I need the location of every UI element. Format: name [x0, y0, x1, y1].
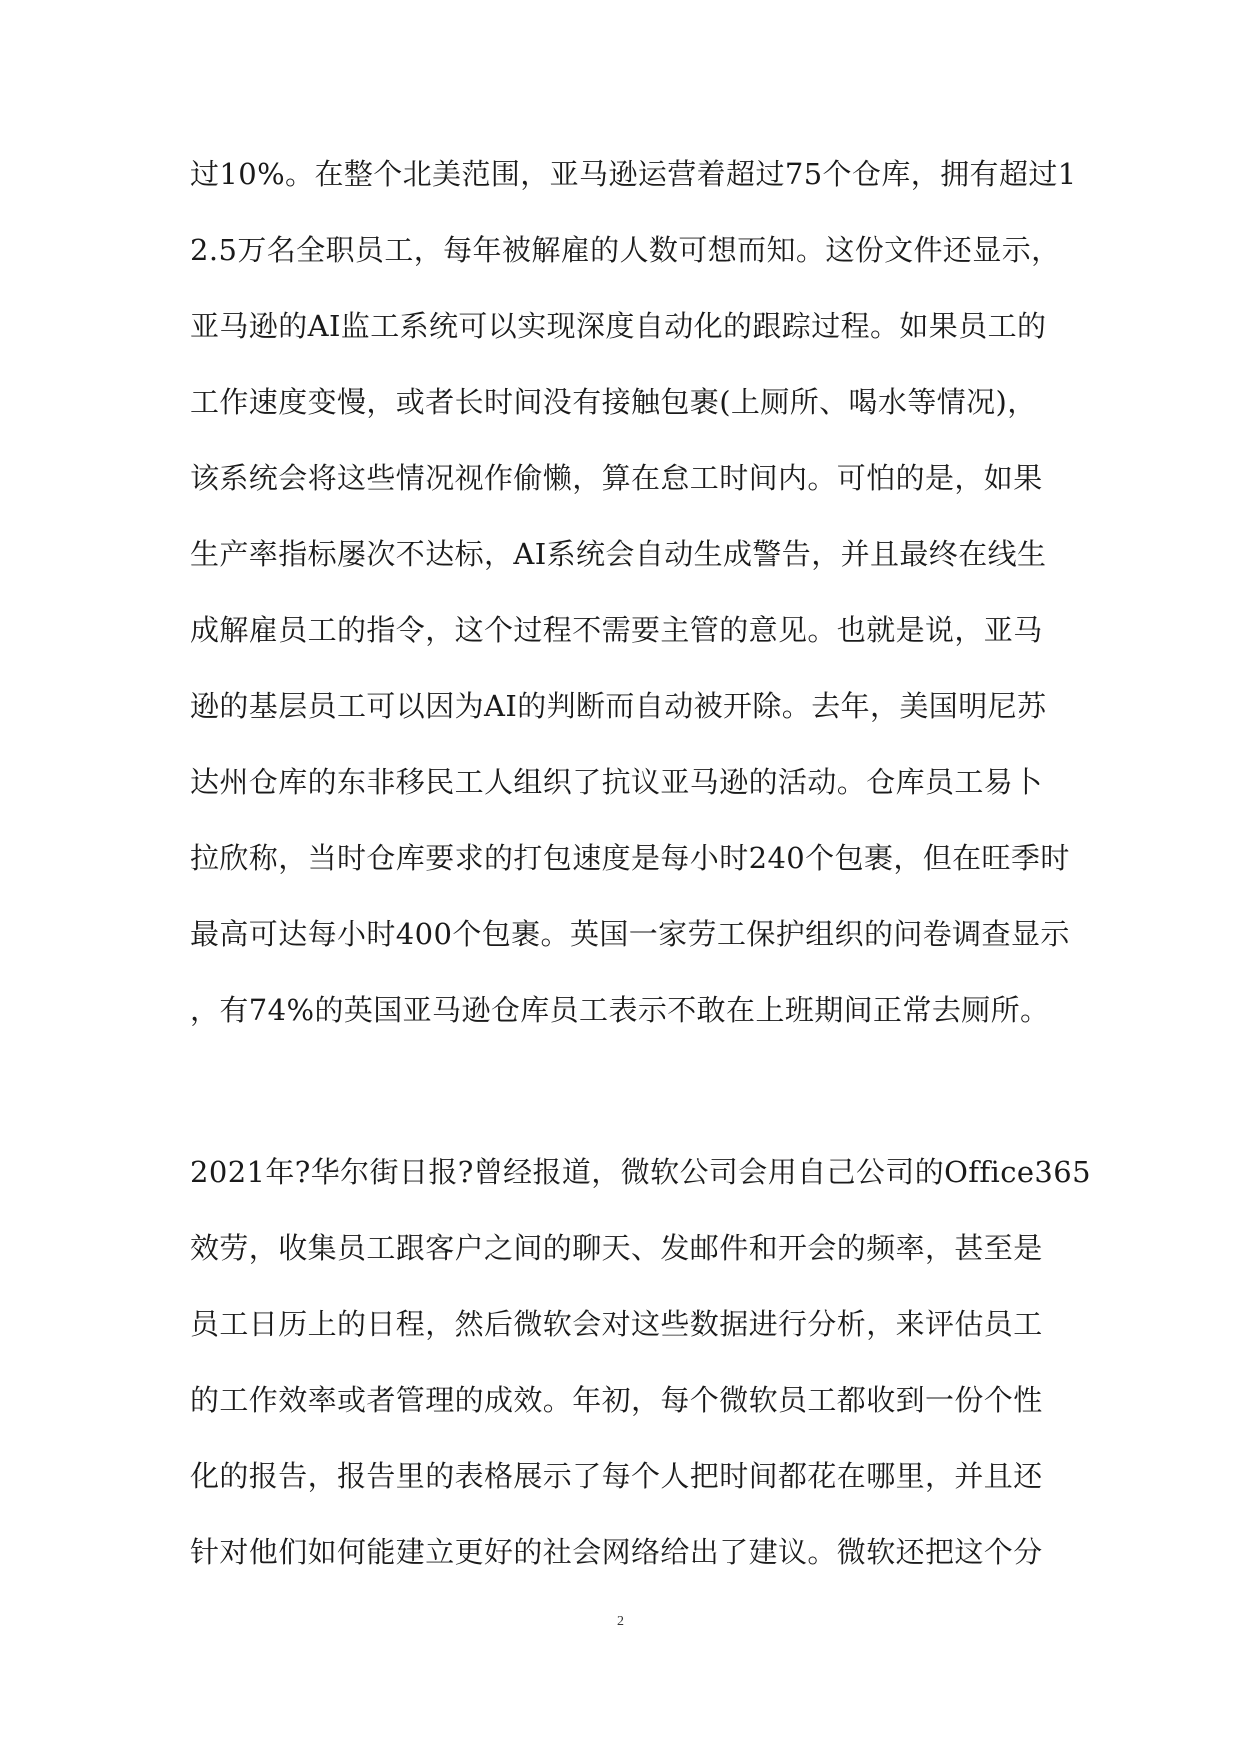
text-line: 亚马逊的AI监工系统可以实现深度自动化的跟踪过程。如果员工的 — [190, 309, 1047, 343]
text-line: 拉欣称，当时仓库要求的打包速度是每小时240个包裹，但在旺季时 — [190, 841, 1070, 875]
paragraph-amazon — [190, 136, 1077, 1048]
text-line: ，有74%的英国亚马逊仓库员工表示不敢在上班期间正常去厕所。 — [190, 993, 1050, 1027]
text-line: 2.5万名全职员工，每年被解雇的人数可想而知。这份文件还显示， — [190, 233, 1061, 267]
text-line: 效劳，收集员工跟客户之间的聊天、发邮件和开会的频率，甚至是 — [190, 1231, 1043, 1265]
text-line: 的工作效率或者管理的成效。年初，每个微软员工都收到一份个性 — [190, 1383, 1043, 1417]
text-line: 针对他们如何能建立更好的社会网络给出了建议。微软还把这个分 — [190, 1535, 1043, 1569]
text-line: 达州仓库的东非移民工人组织了抗议亚马逊的活动。仓库员工易卜 — [190, 765, 1043, 799]
paragraph-microsoft — [190, 1134, 1091, 1590]
text-line: 工作速度变慢，或者长时间没有接触包裹(上厕所、喝水等情况)， — [190, 385, 1037, 419]
text-line: 过10%。在整个北美范围，亚马逊运营着超过75个仓库，拥有超过1 — [190, 157, 1077, 191]
text-line: 成解雇员工的指令，这个过程不需要主管的意见。也就是说，亚马 — [190, 613, 1043, 647]
text-line: 2021年?华尔街日报?曾经报道，微软公司会用自己公司的Office365 — [190, 1155, 1091, 1189]
text-line: 员工日历上的日程，然后微软会对这些数据进行分析，来评估员工 — [190, 1307, 1043, 1341]
text-line: 该系统会将这些情况视作偷懒，算在怠工时间内。可怕的是，如果 — [190, 461, 1043, 495]
page-number: 2 — [617, 1614, 624, 1629]
text-line: 最高可达每小时400个包裹。英国一家劳工保护组织的问卷调查显示 — [190, 917, 1070, 951]
text-line: 逊的基层员工可以因为AI的判断而自动被开除。去年，美国明尼苏 — [190, 689, 1047, 723]
text-line: 生产率指标屡次不达标，AI系统会自动生成警告，并且最终在线生 — [190, 537, 1047, 571]
text-line: 化的报告，报告里的表格展示了每个人把时间都花在哪里，并且还 — [190, 1459, 1043, 1493]
